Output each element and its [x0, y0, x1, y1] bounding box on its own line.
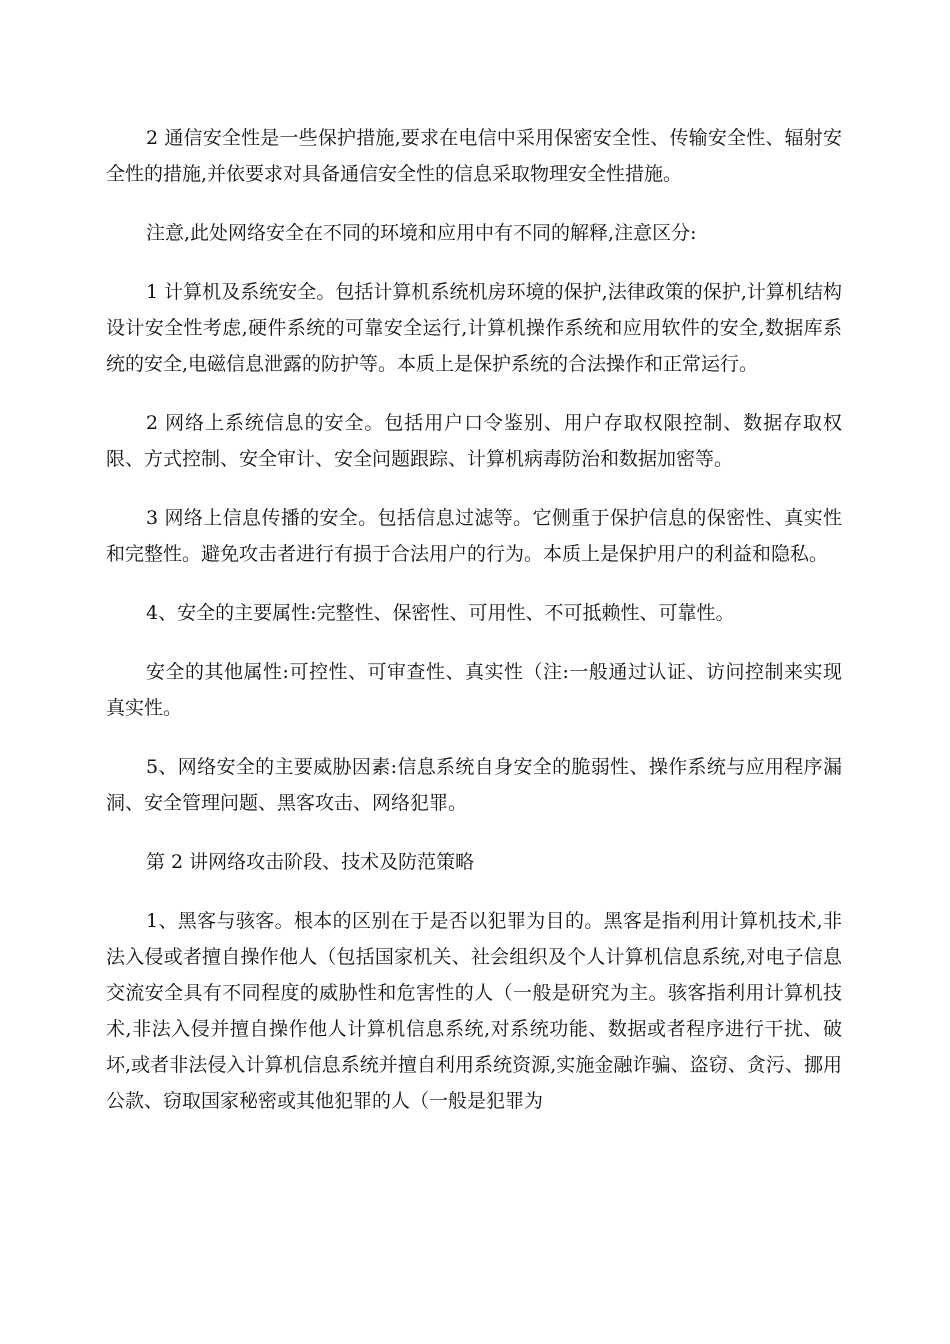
paragraph-network-info-propagation-security: 3 网络上信息传播的安全。包括信息过滤等。它侧重于保护信息的保密性、真实性和完整性。避免攻击者进行有损于合法用户的行为。本质上是保护用户的利益和隐私。 [106, 507, 842, 565]
section-heading-lecture-2: 第 2 讲网络攻击阶段、技术及防范策略 [146, 851, 475, 873]
paragraph-main-threats: 5、网络安全的主要威胁因素:信息系统自身安全的脆弱性、操作系统与应用程序漏洞、安全管理问题、黑客攻击、网络犯罪。 [106, 756, 842, 814]
paragraph-main-attributes: 4、安全的主要属性:完整性、保密性、可用性、不可抵赖性、可靠性。 [146, 602, 735, 624]
paragraph-comm-security: 2 通信安全性是一些保护措施,要求在电信中采用保密安全性、传输安全性、辐射安全性的措施,并依要求对具备通信安全性的信息采取物理安全性措施。 [106, 127, 842, 185]
paragraph-network-system-info-security: 2 网络上系统信息的安全。包括用户口令鉴别、用户存取权限控制、数据存取权限、方式控制、安全审计、安全问题跟踪、计算机病毒防治和数据加密等。 [106, 412, 842, 470]
document-body [106, 120, 842, 1142]
paragraph-note: 注意,此处网络安全在不同的环境和应用中有不同的解释,注意区分: [146, 222, 697, 244]
paragraph-other-attributes: 安全的其他属性:可控性、可审查性、真实性（注:一般通过认证、访问控制来实现真实性。 [106, 661, 842, 719]
paragraph-hacker-cracker: 1、黑客与骇客。根本的区别在于是否以犯罪为目的。黑客是指利用计算机技术,非法入侵或者擅自操作他人（包括国家机关、社会组织及个人计算机信息系统,对电子信息交流安全具有不同程度的威胁性和危害性的人（一般是研究为主。骇客指利用计算机技术,非法入侵并擅自操作他人计算机信息系统,对系统功能、数据或者程序进行干扰、破坏,或者非法侵入计算机信息系统并擅自利用系统资源,实施金融诈骗、盗窃、贪污、挪用公款、窃取国家秘密或其他犯罪的人（一般是犯罪为 [106, 910, 842, 1112]
paragraph-computer-system-security: 1 计算机及系统安全。包括计算机系统机房环境的保护,法律政策的保护,计算机结构设计安全性考虑,硬件系统的可靠安全运行,计算机操作系统和应用软件的安全,数据库系统的安全,电磁信息泄露的防护等。本质上是保护系统的合法操作和正常运行。 [106, 281, 842, 375]
